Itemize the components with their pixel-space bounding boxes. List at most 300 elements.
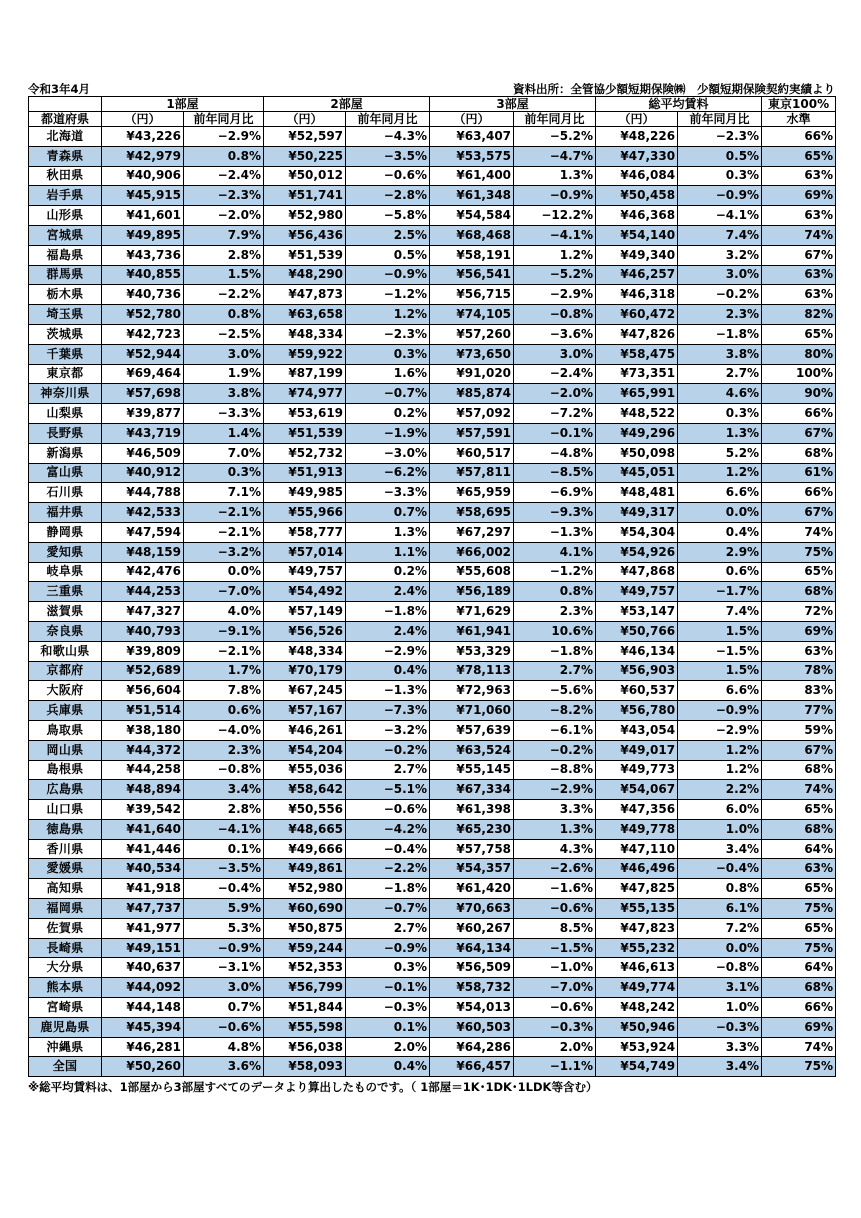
rent-table	[28, 96, 836, 1077]
prefecture-cell: 香川県	[29, 839, 102, 859]
tokyo-level-cell: 68%	[762, 819, 836, 839]
rent-3room-cell: ¥64,134	[430, 938, 514, 958]
rent-average-cell: ¥49,778	[596, 819, 678, 839]
yoy-2room-cell: 1.3%	[346, 522, 430, 542]
yoy-1room-cell: −3.3%	[184, 404, 264, 424]
yoy-2room-cell: −0.9%	[346, 938, 430, 958]
rent-1room-cell: ¥39,542	[102, 800, 184, 820]
yoy-1room-cell: −0.8%	[184, 760, 264, 780]
yoy-2room-cell: 2.4%	[346, 582, 430, 602]
rent-3room-cell: ¥54,357	[430, 859, 514, 879]
rent-average-cell: ¥50,946	[596, 1017, 678, 1037]
tokyo-level-cell: 63%	[762, 166, 836, 186]
rent-1room-cell: ¥44,253	[102, 582, 184, 602]
rent-1room-cell: ¥44,788	[102, 483, 184, 503]
yoy-3room-cell: −2.0%	[514, 384, 596, 404]
yoy-2room-cell: −7.3%	[346, 701, 430, 721]
yoy-2room-cell: −3.5%	[346, 146, 430, 166]
yoy-1room-cell: −2.2%	[184, 285, 264, 305]
yoy-1room-cell: −2.9%	[184, 127, 264, 147]
yoy-1room-cell: −2.4%	[184, 166, 264, 186]
group-header-row	[29, 97, 836, 112]
prefecture-cell: 岡山県	[29, 740, 102, 760]
yoy-2room-cell: −0.1%	[346, 978, 430, 998]
tokyo-level-cell: 77%	[762, 701, 836, 721]
tokyo-level-cell: 63%	[762, 285, 836, 305]
rent-3room-cell: ¥57,639	[430, 720, 514, 740]
table-row	[29, 839, 836, 859]
yoy-3room-cell: −5.2%	[514, 127, 596, 147]
rent-average-cell: ¥54,067	[596, 780, 678, 800]
yoy-average-cell: 1.2%	[678, 760, 762, 780]
table-row	[29, 958, 836, 978]
yoy-average-cell: 0.0%	[678, 938, 762, 958]
yoy-average-cell: 1.0%	[678, 819, 762, 839]
rent-1room-cell: ¥40,906	[102, 166, 184, 186]
yoy-1room-cell: 7.9%	[184, 225, 264, 245]
prefecture-cell: 島根県	[29, 760, 102, 780]
yoy-3room-cell: 2.3%	[514, 602, 596, 622]
rent-average-cell: ¥53,147	[596, 602, 678, 622]
rent-2room-cell: ¥60,690	[264, 899, 346, 919]
rent-1room-cell: ¥43,719	[102, 423, 184, 443]
tokyo-level-cell: 63%	[762, 265, 836, 285]
rent-average-cell: ¥43,054	[596, 720, 678, 740]
prefecture-cell: 沖縄県	[29, 1037, 102, 1057]
tokyo-level-cell: 66%	[762, 483, 836, 503]
yoy-3room-cell: −8.2%	[514, 701, 596, 721]
rent-1room-cell: ¥40,637	[102, 958, 184, 978]
yoy-average-cell: 3.1%	[678, 978, 762, 998]
tokyo-level-cell: 59%	[762, 720, 836, 740]
rent-2room-cell: ¥58,642	[264, 780, 346, 800]
tokyo-level-cell: 64%	[762, 839, 836, 859]
tokyo-level-cell: 63%	[762, 859, 836, 879]
report-date: 令和3年4月	[28, 82, 91, 96]
rent-2room-cell: ¥51,913	[264, 463, 346, 483]
prefecture-cell: 熊本県	[29, 978, 102, 998]
rent-2room-cell: ¥52,353	[264, 958, 346, 978]
yoy-1room-cell: 0.3%	[184, 463, 264, 483]
rent-average-cell: ¥48,522	[596, 404, 678, 424]
rent-3room-cell: ¥57,260	[430, 324, 514, 344]
table-row	[29, 681, 836, 701]
rent-1room-cell: ¥48,159	[102, 542, 184, 562]
rent-1room-cell: ¥42,979	[102, 146, 184, 166]
rent-average-cell: ¥48,226	[596, 127, 678, 147]
rent-2room-cell: ¥53,619	[264, 404, 346, 424]
yoy-1room-cell: −0.9%	[184, 938, 264, 958]
yoy-3room-cell: 2.7%	[514, 661, 596, 681]
table-row	[29, 800, 836, 820]
tokyo-level-cell: 83%	[762, 681, 836, 701]
prefecture-cell: 神奈川県	[29, 384, 102, 404]
yoy-3room-cell: −7.2%	[514, 404, 596, 424]
prefecture-cell: 兵庫県	[29, 701, 102, 721]
yoy-3room-cell: −0.3%	[514, 1017, 596, 1037]
rent-1room-cell: ¥52,944	[102, 344, 184, 364]
rent-2room-cell: ¥57,149	[264, 602, 346, 622]
yoy-average-cell: 6.6%	[678, 483, 762, 503]
yoy-2room-cell: −3.3%	[346, 483, 430, 503]
rent-3room-cell: ¥60,517	[430, 443, 514, 463]
rent-average-cell: ¥56,903	[596, 661, 678, 681]
yoy-1room-cell: 0.1%	[184, 839, 264, 859]
prefecture-cell: 静岡県	[29, 522, 102, 542]
rent-average-cell: ¥47,826	[596, 324, 678, 344]
table-row	[29, 819, 836, 839]
rent-2room-cell: ¥49,985	[264, 483, 346, 503]
rent-3room-cell: ¥56,189	[430, 582, 514, 602]
tokyo-level-cell: 75%	[762, 938, 836, 958]
rent-2room-cell: ¥55,036	[264, 760, 346, 780]
tokyo-level-cell: 67%	[762, 503, 836, 523]
yoy-1room-cell: −2.3%	[184, 186, 264, 206]
col-2room-yoy: 前年同月比	[346, 112, 430, 127]
tokyo-level-cell: 78%	[762, 661, 836, 681]
yoy-1room-cell: 4.8%	[184, 1037, 264, 1057]
rent-3room-cell: ¥53,575	[430, 146, 514, 166]
rent-1room-cell: ¥46,509	[102, 443, 184, 463]
prefecture-cell: 大分県	[29, 958, 102, 978]
yoy-2room-cell: 0.2%	[346, 562, 430, 582]
prefecture-cell: 新潟県	[29, 443, 102, 463]
rent-average-cell: ¥47,823	[596, 918, 678, 938]
table-row	[29, 740, 836, 760]
yoy-2room-cell: −2.9%	[346, 641, 430, 661]
rent-1room-cell: ¥45,915	[102, 186, 184, 206]
rent-1room-cell: ¥40,855	[102, 265, 184, 285]
yoy-1room-cell: 1.4%	[184, 423, 264, 443]
rent-average-cell: ¥55,135	[596, 899, 678, 919]
yoy-2room-cell: 2.0%	[346, 1037, 430, 1057]
yoy-average-cell: −0.4%	[678, 859, 762, 879]
rent-3room-cell: ¥61,398	[430, 800, 514, 820]
rent-3room-cell: ¥72,963	[430, 681, 514, 701]
rent-1room-cell: ¥45,394	[102, 1017, 184, 1037]
yoy-2room-cell: −0.6%	[346, 800, 430, 820]
yoy-3room-cell: −4.8%	[514, 443, 596, 463]
rent-3room-cell: ¥74,105	[430, 305, 514, 325]
tokyo-level-cell: 74%	[762, 225, 836, 245]
yoy-1room-cell: −4.1%	[184, 819, 264, 839]
yoy-average-cell: 5.2%	[678, 443, 762, 463]
yoy-1room-cell: 0.6%	[184, 701, 264, 721]
table-row	[29, 760, 836, 780]
tokyo-level-cell: 65%	[762, 918, 836, 938]
table-row	[29, 265, 836, 285]
table-row	[29, 384, 836, 404]
table-row	[29, 503, 836, 523]
prefecture-cell: 山形県	[29, 206, 102, 226]
yoy-1room-cell: 1.9%	[184, 364, 264, 384]
yoy-3room-cell: 3.3%	[514, 800, 596, 820]
yoy-1room-cell: −0.6%	[184, 1017, 264, 1037]
rent-average-cell: ¥45,051	[596, 463, 678, 483]
column-header-row	[29, 112, 836, 127]
data-source: 資料出所：全管協少額短期保険㈱ 少額短期保険契約実績より	[513, 82, 835, 96]
table-row	[29, 661, 836, 681]
rent-3room-cell: ¥60,503	[430, 1017, 514, 1037]
rent-3room-cell: ¥73,650	[430, 344, 514, 364]
prefecture-cell: 佐賀県	[29, 918, 102, 938]
yoy-2room-cell: −3.2%	[346, 720, 430, 740]
rent-1room-cell: ¥69,464	[102, 364, 184, 384]
rent-3room-cell: ¥68,468	[430, 225, 514, 245]
rent-average-cell: ¥54,749	[596, 1057, 678, 1077]
rent-1room-cell: ¥42,533	[102, 503, 184, 523]
prefecture-cell: 埼玉県	[29, 305, 102, 325]
yoy-average-cell: 6.6%	[678, 681, 762, 701]
rent-2room-cell: ¥46,261	[264, 720, 346, 740]
rent-3room-cell: ¥66,457	[430, 1057, 514, 1077]
yoy-average-cell: 3.4%	[678, 1057, 762, 1077]
rent-1room-cell: ¥48,894	[102, 780, 184, 800]
rent-3room-cell: ¥64,286	[430, 1037, 514, 1057]
yoy-1room-cell: −9.1%	[184, 621, 264, 641]
col-average-yoy: 前年同月比	[678, 112, 762, 127]
yoy-1room-cell: 0.0%	[184, 562, 264, 582]
rent-1room-cell: ¥38,180	[102, 720, 184, 740]
table-row	[29, 305, 836, 325]
rent-2room-cell: ¥50,875	[264, 918, 346, 938]
yoy-average-cell: 0.3%	[678, 166, 762, 186]
rent-3room-cell: ¥55,145	[430, 760, 514, 780]
table-row	[29, 1057, 836, 1077]
sheet-header	[28, 80, 835, 96]
rent-2room-cell: ¥49,861	[264, 859, 346, 879]
yoy-1room-cell: 3.4%	[184, 780, 264, 800]
yoy-3room-cell: 8.5%	[514, 918, 596, 938]
table-row	[29, 602, 836, 622]
rent-average-cell: ¥47,330	[596, 146, 678, 166]
yoy-average-cell: −0.8%	[678, 958, 762, 978]
rent-average-cell: ¥49,757	[596, 582, 678, 602]
yoy-average-cell: 0.4%	[678, 522, 762, 542]
tokyo-level-cell: 63%	[762, 641, 836, 661]
table-row	[29, 720, 836, 740]
rent-2room-cell: ¥49,666	[264, 839, 346, 859]
yoy-3room-cell: −4.7%	[514, 146, 596, 166]
table-row	[29, 186, 836, 206]
rent-3room-cell: ¥71,060	[430, 701, 514, 721]
rent-2room-cell: ¥48,334	[264, 324, 346, 344]
rent-2room-cell: ¥48,665	[264, 819, 346, 839]
rent-average-cell: ¥60,472	[596, 305, 678, 325]
yoy-2room-cell: 0.3%	[346, 958, 430, 978]
tokyo-level-cell: 68%	[762, 443, 836, 463]
yoy-3room-cell: −2.9%	[514, 780, 596, 800]
yoy-3room-cell: −0.6%	[514, 899, 596, 919]
group-1room: 1部屋	[102, 97, 264, 112]
yoy-3room-cell: −2.6%	[514, 859, 596, 879]
rent-2room-cell: ¥56,526	[264, 621, 346, 641]
rent-average-cell: ¥50,458	[596, 186, 678, 206]
rent-1room-cell: ¥44,372	[102, 740, 184, 760]
rent-2room-cell: ¥48,290	[264, 265, 346, 285]
yoy-1room-cell: 7.0%	[184, 443, 264, 463]
prefecture-cell: 岩手県	[29, 186, 102, 206]
rent-2room-cell: ¥52,597	[264, 127, 346, 147]
rent-1room-cell: ¥41,446	[102, 839, 184, 859]
table-row	[29, 364, 836, 384]
yoy-3room-cell: −1.5%	[514, 938, 596, 958]
yoy-average-cell: 1.0%	[678, 998, 762, 1018]
rent-average-cell: ¥49,773	[596, 760, 678, 780]
yoy-3room-cell: 10.6%	[514, 621, 596, 641]
rent-3room-cell: ¥57,758	[430, 839, 514, 859]
rent-2room-cell: ¥56,038	[264, 1037, 346, 1057]
table-row	[29, 522, 836, 542]
prefecture-cell: 福岡県	[29, 899, 102, 919]
rent-1room-cell: ¥42,723	[102, 324, 184, 344]
yoy-2room-cell: 0.7%	[346, 503, 430, 523]
yoy-2room-cell: 1.1%	[346, 542, 430, 562]
tokyo-level-cell: 64%	[762, 958, 836, 978]
rent-1room-cell: ¥49,151	[102, 938, 184, 958]
rent-3room-cell: ¥55,608	[430, 562, 514, 582]
table-row	[29, 701, 836, 721]
yoy-3room-cell: −0.1%	[514, 423, 596, 443]
rent-1room-cell: ¥47,737	[102, 899, 184, 919]
prefecture-cell: 青森県	[29, 146, 102, 166]
rent-3room-cell: ¥58,732	[430, 978, 514, 998]
yoy-average-cell: 6.0%	[678, 800, 762, 820]
yoy-average-cell: 7.4%	[678, 225, 762, 245]
rent-2room-cell: ¥47,873	[264, 285, 346, 305]
rent-2room-cell: ¥51,844	[264, 998, 346, 1018]
table-row	[29, 245, 836, 265]
rent-2room-cell: ¥50,012	[264, 166, 346, 186]
yoy-2room-cell: −0.4%	[346, 839, 430, 859]
prefecture-cell: 群馬県	[29, 265, 102, 285]
yoy-1room-cell: 3.6%	[184, 1057, 264, 1077]
tokyo-level-cell: 74%	[762, 522, 836, 542]
rent-1room-cell: ¥49,895	[102, 225, 184, 245]
yoy-average-cell: −2.3%	[678, 127, 762, 147]
prefecture-cell: 福島県	[29, 245, 102, 265]
yoy-average-cell: 0.0%	[678, 503, 762, 523]
group-3room: 3部屋	[430, 97, 596, 112]
yoy-average-cell: 1.5%	[678, 661, 762, 681]
col-prefecture: 都道府県	[29, 112, 102, 127]
prefecture-cell: 三重県	[29, 582, 102, 602]
yoy-3room-cell: 4.1%	[514, 542, 596, 562]
prefecture-cell: 奈良県	[29, 621, 102, 641]
table-row	[29, 542, 836, 562]
rent-2room-cell: ¥54,204	[264, 740, 346, 760]
rent-average-cell: ¥46,134	[596, 641, 678, 661]
rent-1room-cell: ¥40,912	[102, 463, 184, 483]
table-row	[29, 780, 836, 800]
prefecture-cell: 愛知県	[29, 542, 102, 562]
yoy-3room-cell: −4.1%	[514, 225, 596, 245]
col-1room-yen: （円）	[102, 112, 184, 127]
yoy-average-cell: 3.0%	[678, 265, 762, 285]
prefecture-cell: 宮城県	[29, 225, 102, 245]
rent-1room-cell: ¥39,809	[102, 641, 184, 661]
yoy-average-cell: 2.7%	[678, 364, 762, 384]
rent-3room-cell: ¥53,329	[430, 641, 514, 661]
rent-3room-cell: ¥54,013	[430, 998, 514, 1018]
tokyo-level-cell: 80%	[762, 344, 836, 364]
yoy-1room-cell: 1.5%	[184, 265, 264, 285]
rent-2room-cell: ¥52,980	[264, 879, 346, 899]
yoy-1room-cell: −2.1%	[184, 641, 264, 661]
tokyo-level-cell: 66%	[762, 404, 836, 424]
rent-1room-cell: ¥40,534	[102, 859, 184, 879]
yoy-2room-cell: 0.4%	[346, 661, 430, 681]
rent-2room-cell: ¥59,244	[264, 938, 346, 958]
yoy-average-cell: −2.9%	[678, 720, 762, 740]
yoy-3room-cell: −8.5%	[514, 463, 596, 483]
rent-2room-cell: ¥59,922	[264, 344, 346, 364]
rent-3room-cell: ¥57,591	[430, 423, 514, 443]
prefecture-cell: 山口県	[29, 800, 102, 820]
yoy-1room-cell: 4.0%	[184, 602, 264, 622]
yoy-2room-cell: −0.6%	[346, 166, 430, 186]
rent-1room-cell: ¥44,092	[102, 978, 184, 998]
table-row	[29, 463, 836, 483]
yoy-average-cell: 1.5%	[678, 621, 762, 641]
yoy-average-cell: 7.4%	[678, 602, 762, 622]
table-row	[29, 443, 836, 463]
table-row	[29, 582, 836, 602]
yoy-2room-cell: −5.8%	[346, 206, 430, 226]
yoy-average-cell: 6.1%	[678, 899, 762, 919]
yoy-2room-cell: 2.7%	[346, 760, 430, 780]
yoy-3room-cell: −3.6%	[514, 324, 596, 344]
rent-1room-cell: ¥43,736	[102, 245, 184, 265]
rent-1room-cell: ¥41,601	[102, 206, 184, 226]
footnote: ※総平均賃料は、1部屋から3部屋すべてのデータより算出したものです。（ 1部屋＝1K･1DK･1LDK等含む）	[28, 1080, 598, 1095]
table-row	[29, 879, 836, 899]
rent-average-cell: ¥60,537	[596, 681, 678, 701]
rent-3room-cell: ¥61,400	[430, 166, 514, 186]
yoy-3room-cell: −2.4%	[514, 364, 596, 384]
yoy-1room-cell: −2.1%	[184, 522, 264, 542]
yoy-3room-cell: −5.2%	[514, 265, 596, 285]
yoy-2room-cell: 1.6%	[346, 364, 430, 384]
yoy-1room-cell: 0.7%	[184, 998, 264, 1018]
yoy-1room-cell: 5.9%	[184, 899, 264, 919]
yoy-average-cell: 3.4%	[678, 839, 762, 859]
rent-1room-cell: ¥42,476	[102, 562, 184, 582]
table-row	[29, 127, 836, 147]
rent-average-cell: ¥47,110	[596, 839, 678, 859]
yoy-2room-cell: 0.3%	[346, 344, 430, 364]
prefecture-cell: 和歌山県	[29, 641, 102, 661]
table-row	[29, 1037, 836, 1057]
yoy-2room-cell: 1.2%	[346, 305, 430, 325]
rent-2room-cell: ¥57,014	[264, 542, 346, 562]
rent-average-cell: ¥46,257	[596, 265, 678, 285]
yoy-average-cell: 1.2%	[678, 463, 762, 483]
rent-3room-cell: ¥65,959	[430, 483, 514, 503]
prefecture-cell: 全国	[29, 1057, 102, 1077]
table-row	[29, 918, 836, 938]
table-row	[29, 166, 836, 186]
rent-3room-cell: ¥61,348	[430, 186, 514, 206]
col-3room-yoy: 前年同月比	[514, 112, 596, 127]
rent-3room-cell: ¥67,297	[430, 522, 514, 542]
rent-average-cell: ¥55,232	[596, 938, 678, 958]
rent-1room-cell: ¥50,260	[102, 1057, 184, 1077]
rent-3room-cell: ¥58,695	[430, 503, 514, 523]
prefecture-cell: 福井県	[29, 503, 102, 523]
table-row	[29, 621, 836, 641]
tokyo-level-cell: 67%	[762, 245, 836, 265]
